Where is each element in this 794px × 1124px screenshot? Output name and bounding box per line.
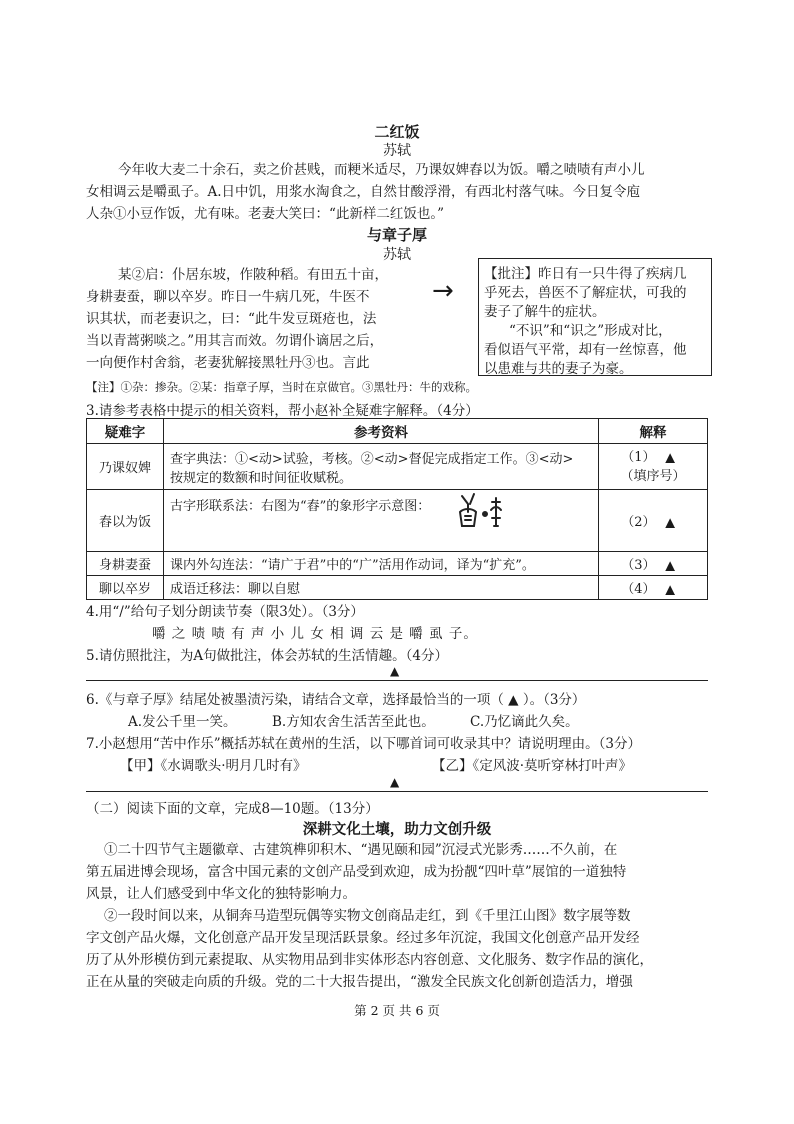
para1-line-1: ①二十四节气主题徽章、古建筑榫卯积木、“遇见颐和园”沉浸式光影秀……不久前，在 [104,842,618,858]
row3-answer-num: （3） [621,558,656,573]
q3-stem: 3.请参考表格中提示的相关资料，帮小赵补全疑难字解释。（4分） [86,403,479,419]
q6-stem: 6.《与章子厚》结尾处被墨渍污染，请结合文章，选择最恰当的一项（ ▲ ）。（3分） [86,692,586,708]
poem1-author: 苏轼 [383,143,411,159]
poem2-line-4: 当以青蒿粥啖之。”用其言而效。勿谓仆谪居之后， [86,333,384,349]
row4-answer-blank[interactable]: ▲ [665,582,675,596]
para1-line-3: 风景，让人们感受到中华文化的独特影响力。 [86,886,356,902]
row1-ref-line-2: 按规定的数额和时间征收赋税。 [170,470,353,486]
annotation-line-4: “不识”和“识之”形成对比， [509,323,672,339]
row1-ref-line-1: 查字典法：①<动>试验，考核。②<动>督促完成指定工作。③<动> [170,451,574,467]
row2-ref-line-1: 古字形联系法：右图为“舂”的象形字示意图： [170,498,431,514]
annotation-line-5: 看似语气平常，却有一丝惊喜，他 [484,342,687,358]
row1-answer-cell[interactable] [599,444,708,490]
header-reference: 参考资料 [164,419,599,444]
arrow-icon: → [432,276,454,306]
row3-answer-blank[interactable]: ▲ [665,558,675,572]
q7-answer-blank[interactable]: ▲ [390,775,400,789]
poem2-line-5: 一向便作村舍翁，老妻犹解接黑牡丹③也。言此 [86,355,370,371]
q6-option-c[interactable]: C.乃忆谪此久矣。 [470,714,579,730]
section2-heading: （二）阅读下面的文章，完成8—10题。（13分） [86,801,379,817]
poem2-title: 与章子厚 [366,226,427,244]
q5-answer-line [86,680,708,681]
page-footer: 第 2 页 共 6 页 [354,1003,440,1018]
row1-ref [164,444,599,490]
row4-answer-num: （4） [621,582,656,597]
poem1-line-2: 女相调云是嚼虱子。A.日中饥，用浆水淘食之，自然甘酸浮滑，有西北村落气味。今日复令庖 [86,184,641,200]
header-explanation: 解释 [599,419,708,444]
q5-answer-blank[interactable]: ▲ [390,664,400,678]
row3-ref: 课内外勾连法：“请广于君”中的“广”活用作动词，译为“扩充”。 [164,552,599,576]
row2-answer-blank[interactable]: ▲ [665,515,675,529]
poem2-line-2: 身耕妻蚕，聊以卒岁。昨日一牛病几死，牛医不 [86,289,370,305]
poem1-line-1: 今年收大麦二十余石，卖之价甚贱，而粳米适尽，乃课奴婢舂以为饭。嚼之啧啧有声小儿 [118,162,645,178]
chong-pictograph-image [454,490,510,532]
row2-answer-num: （2） [621,515,656,530]
row1-word: 乃课奴婢 [87,444,164,490]
section2-title: 深耕文化土壤，助力文创升级 [302,821,492,838]
q4-sentence: 嚼 之 啧 啧 有 声 小 儿 女 相 调 云 是 嚼 虱 子。 [152,626,478,642]
para1-line-2: 第五届进博会现场，富含中国元素的文创产品受到欢迎，成为扮靓“四叶草”展馆的一道独特 [86,864,627,880]
poem2-line-3: 识其状，而老妻识之，曰：“此牛发豆斑疮也，法 [86,311,377,327]
q5-stem: 5.请仿照批注，为A句做批注，体会苏轼的生活情趣。（4分） [86,648,448,664]
row4-word: 聊以卒岁 [87,576,164,600]
annotation-box [478,258,712,376]
q7-option-a[interactable]: 【甲】《水调歌头·明月几时有》 [120,758,307,774]
poem2-notes: 【注】①杂：掺杂。②某：指章子厚，当时在京做官。③黑牡丹：牛的戏称。 [86,380,477,394]
row4-answer-cell[interactable] [599,576,708,600]
annotation-line-3: 妻子了解牛的症状。 [484,304,606,320]
q7-option-b[interactable]: 【乙】《定风波·莫听穿林打叶声》 [432,758,633,774]
row4-ref: 成语迁移法：聊以自慰 [164,576,599,600]
row1-answer-num: （1） [621,449,656,465]
poem1-line-3: 人杂①小豆作饭，尤有味。老妻大笑曰：“此新样二红饭也。” [86,206,445,222]
row2-answer-cell[interactable] [599,490,708,552]
poem1-title: 二红饭 [374,123,420,141]
annotation-line-6: 以患难与共的妻子为豪。 [484,361,633,377]
annotation-line-2: 乎死去，兽医不了解症状，可我的 [484,285,687,301]
poem2-line-1: 某②启：仆居东坡，作陂种稻。有田五十亩， [118,267,388,283]
row3-answer-cell[interactable] [599,552,708,576]
q7-stem: 7.小赵想用“苦中作乐”概括苏轼在黄州的生活，以下哪首词可收录其中？请说明理由。（3分） [86,736,642,752]
q6-option-a[interactable]: A.发公千里一笑。 [128,714,237,730]
row2-ref [164,490,599,552]
q7-answer-line [86,791,708,792]
row1-answer-note: （填序号） [620,468,686,484]
row3-word: 身耕妻蚕 [87,552,164,576]
poem2-author: 苏轼 [383,247,411,263]
para2-line-3: 历了从外形模仿到元素提取、从实物用品到非实体形态内容创意、文化服务、数字作品的演化， [86,952,653,968]
q3-table [86,418,708,600]
para2-line-2: 字文创产品火爆，文化创意产品开发呈现活跃景象。经过多年沉淀，我国文化创意产品开发经 [86,930,640,946]
header-word: 疑难字 [87,419,164,444]
row2-word: 舂以为饭 [87,490,164,552]
q4-stem: 4.用“/”给句子划分朗读节奏（限3处）。（3分） [86,604,364,620]
para2-line-1: ②一段时间以来，从铜奔马造型玩偶等实物文创商品走红，到《千里江山图》数字展等数 [104,908,631,924]
annotation-line-1: 【批注】昨日有一只牛得了疾病几 [484,266,687,282]
row1-answer-blank[interactable]: ▲ [665,449,675,464]
q6-option-b[interactable]: B.方知农舍生活苦至此也。 [272,714,435,730]
para2-line-4: 正在从量的突破走向质的升级。党的二十大报告提出，“激发全民族文化创新创造活力，增强 [86,974,633,990]
